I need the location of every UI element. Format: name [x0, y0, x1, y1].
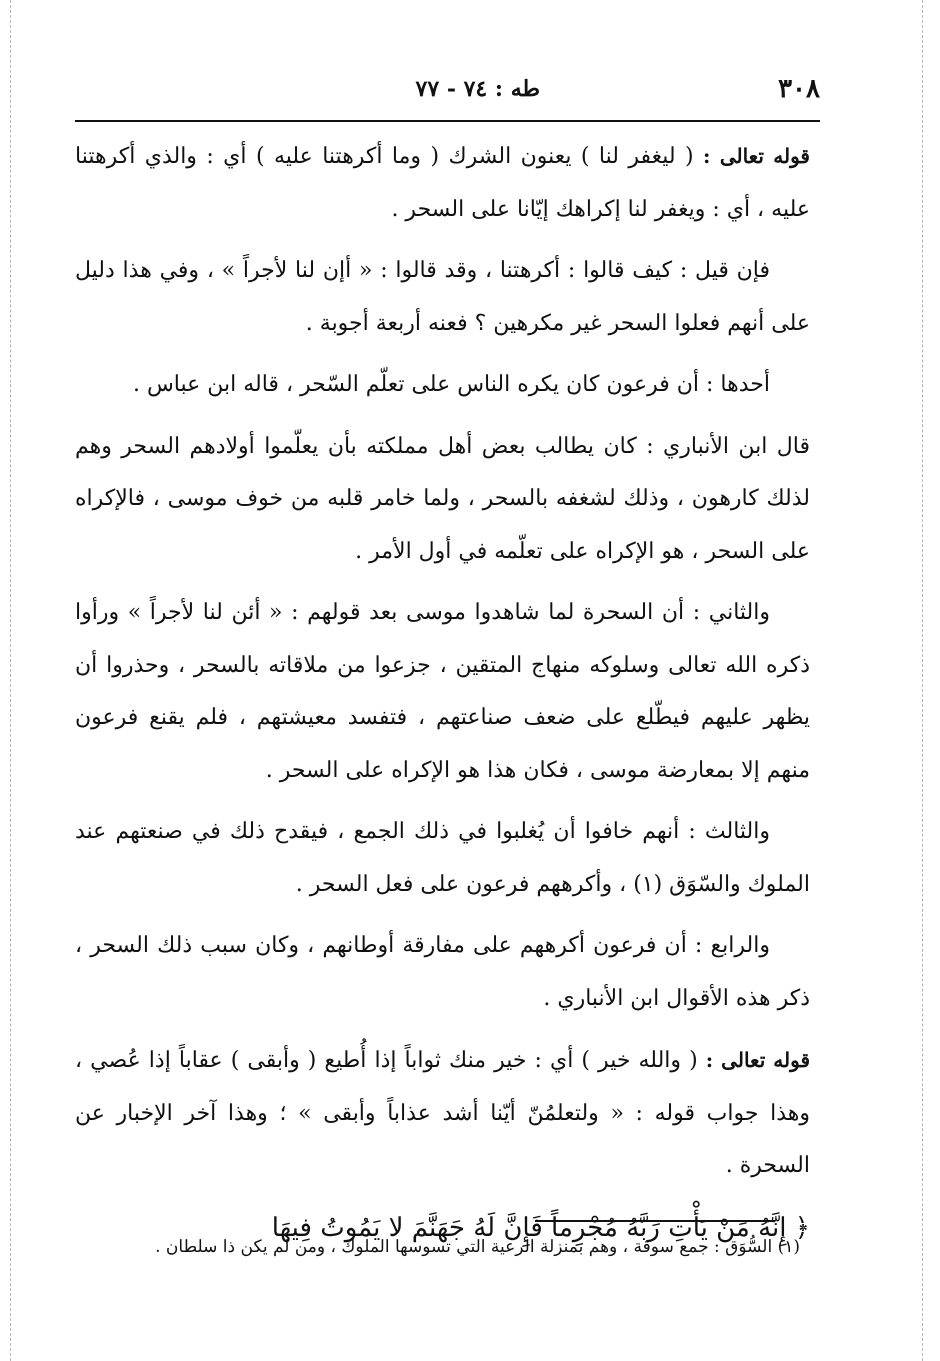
main-text: [75, 130, 810, 1263]
scan-edge-line-left: [10, 0, 11, 1361]
page-number: ٣٠٨: [778, 74, 820, 104]
footnote: (١) السُّوَق : جمع سوقة ، وهم بمنزلة الرعية التي تسوسها الملوك ، ومن لم يكن ذا سلطان .: [155, 1237, 800, 1257]
paragraph-7: والرابع : أن فرعون أكرههم على مفارقة أوطانهم ، وكان سبب ذلك السحر ، ذكر هذه الأقوال ابن الأنباري .: [75, 933, 810, 1011]
paragraph-1: [75, 130, 810, 236]
paragraph-5: والثاني : أن السحرة لما شاهدوا موسى بعد قولهم : « أئن لنا لأجراً » ورأوا ذكره الله تعالى وسلوكه منهاج المتقين ، جزعوا من ملاقاته بالسحر ، وحذروا أن يظهر عليهم فيطّلع على ضعف صناعتهم ، فتفسد معيشتهم ، فلم يقنع فرعون منهم إلا بمعارضة موسى ، فكان هذا هو الإكراه على السحر .: [75, 600, 810, 783]
paragraph-1-text: ( ليغفر لنا ) يعنون الشرك ( وما أكرهتنا عليه ) أي : والذي أكرهتنا عليه ، أي : ويغفر لنا إكراهك إيّانا على السحر .: [75, 144, 810, 222]
paragraph-8: [75, 1034, 810, 1193]
paragraph-8-text: ( والله خير ) أي : خير منك ثواباً إذا أُطيع ( وأبقى ) عقاباً إذا عُصي ، وهذا جواب قوله : « ولتعلمُنّ أيّنا أشد عذاباً وأبقى » ؛ وهذا آخر الإخبار عن السحرة .: [75, 1048, 810, 1178]
scan-edge-line-right: [922, 0, 923, 1361]
paragraph-2: فإن قيل : كيف قالوا : أكرهتنا ، وقد قالوا : « أإن لنا لأجراً » ، وفي هذا دليل على أنهم فعلوا السحر غير مكرهين ؟ فعنه أربعة أجوبة .: [75, 258, 810, 336]
paragraph-4: قال ابن الأنباري : كان يطالب بعض أهل مملكته بأن يعلّموا أولادهم السحر وهم لذلك كارهون ، وذلك لشغفه بالسحر ، ولما خامر قلبه من خوف موسى ، فالإكراه على السحر ، هو الإكراه على تعلّمه في أول الأمر .: [75, 433, 810, 564]
paragraph-3: أحدها : أن فرعون كان يكره الناس على تعلّم السّحر ، قاله ابن عباس .: [132, 372, 770, 397]
page-header: [75, 72, 820, 112]
header-rule: [75, 120, 820, 122]
paragraph-8-lead: قوله تعالى :: [705, 1048, 811, 1072]
paragraph-1-lead: قوله تعالى :: [703, 144, 810, 168]
paragraph-6: والثالث : أنهم خافوا أن يُغلبوا في ذلك الجمع ، فيقدح ذلك في صنعتهم عند الملوك والسّوَق (١) ، وأكرههم فرعون على فعل السحر .: [75, 819, 810, 897]
quran-verse: ﴿ إِنَّهُ مَنْ يَأْتِ رَبَّهُ مُجْرِماً فَإِنَّ لَهُ جَهَنَّمَ لا يَمُوتُ فِيهَا: [271, 1212, 810, 1243]
footnote-rule: [535, 1220, 775, 1222]
running-head: طه : ٧٤ - ٧٧: [415, 76, 540, 102]
